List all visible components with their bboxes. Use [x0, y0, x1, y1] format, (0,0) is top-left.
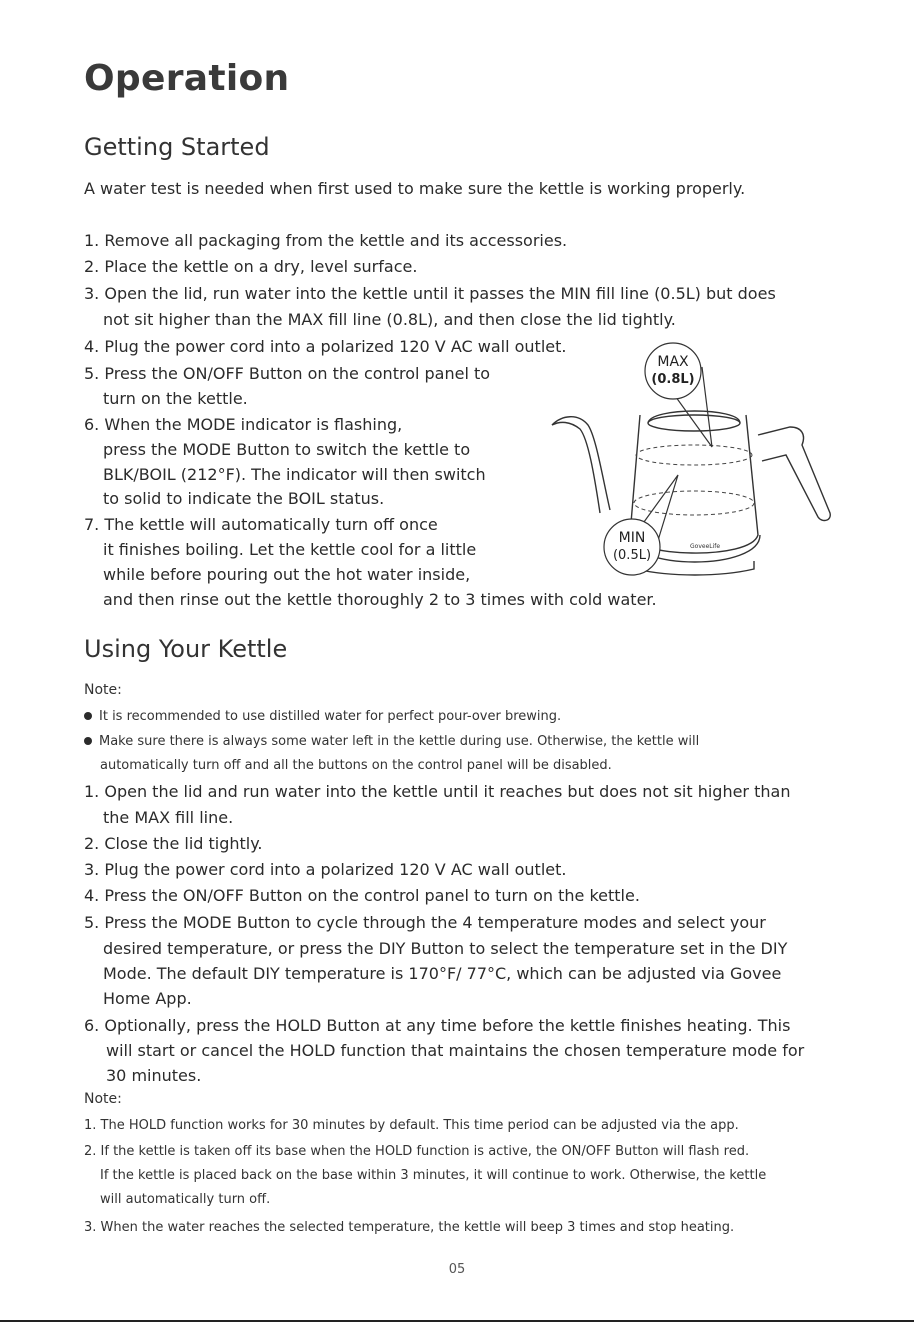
step-line: desired temperature, or press the DIY Button to select the temperature set in the DIY [103, 939, 788, 958]
step-line: 4. Press the ON/OFF Button on the control panel to turn on the kettle. [84, 886, 640, 905]
step-line: 3. Plug the power cord into a polarized 120 V AC wall outlet. [84, 860, 567, 879]
step-line: 5. Press the ON/OFF Button on the control panel to [84, 364, 491, 383]
max-value: (0.8L) [651, 372, 695, 387]
step-line: 7. The kettle will automatically turn off once [84, 515, 438, 534]
kettle-fill-line-diagram [540, 335, 840, 585]
bullet-text: It is recommended to use distilled water for perfect pour-over brewing. [99, 709, 562, 724]
min-value: (0.5L) [612, 548, 652, 563]
step-line: Home App. [103, 989, 192, 1008]
step-line: 5. Press the MODE Button to cycle through the 4 temperature modes and select your [84, 913, 766, 932]
intro-text: A water test is needed when first used to make sure the kettle is working properly. [84, 179, 746, 198]
step-line: 3. Open the lid, run water into the kettle until it passes the MIN fill line (0.5L) but does [84, 284, 776, 303]
section-heading-getting-started: Getting Started [84, 133, 270, 161]
bullet-icon [84, 737, 92, 745]
step-line: 6. Optionally, press the HOLD Button at any time before the kettle finishes heating. This [84, 1016, 791, 1035]
step-line: 4. Plug the power cord into a polarized 120 V AC wall outlet. [84, 337, 567, 356]
note-line: 1. The HOLD function works for 30 minutes by default. This time period can be adjusted via the app. [84, 1118, 739, 1133]
step-line: not sit higher than the MAX fill line (0.8L), and then close the lid tightly. [103, 310, 676, 329]
step-line: press the MODE Button to switch the kettle to [103, 440, 471, 459]
step-line: 1. Open the lid and run water into the kettle until it reaches but does not sit higher than [84, 782, 791, 801]
list-item [84, 705, 561, 729]
step-line: BLK/BOIL (212°F). The indicator will then switch [103, 465, 486, 484]
max-fill-line [636, 445, 752, 465]
note-label: Note: [84, 1091, 122, 1107]
step-line: and then rinse out the kettle thoroughly 2 to 3 times with cold water. [103, 590, 657, 609]
kettle-handle [758, 427, 830, 520]
page-title: Operation [84, 58, 290, 99]
step-line: Mode. The default DIY temperature is 170°F/ 77°C, which can be adjusted via Govee [103, 964, 782, 983]
note-line: If the kettle is placed back on the base within 3 minutes, it will continue to work. Otherwise, the kettle [100, 1168, 767, 1183]
min-label: MIN [618, 530, 646, 546]
step-line: 1. Remove all packaging from the kettle and its accessories. [84, 231, 568, 250]
step-line: will start or cancel the HOLD function that maintains the chosen temperature mode for [106, 1041, 805, 1060]
step-line: while before pouring out the hot water inside, [103, 565, 471, 584]
step-line: to solid to indicate the BOIL status. [103, 489, 385, 508]
step-line: 6. When the MODE indicator is flashing, [84, 415, 403, 434]
bottom-divider [0, 1320, 914, 1322]
brand-logo: GoveeLife [690, 543, 721, 550]
step-line: 2. Place the kettle on a dry, level surface. [84, 257, 418, 276]
note-label: Note: [84, 682, 122, 698]
step-line: the MAX fill line. [103, 808, 234, 827]
step-line: 30 minutes. [106, 1066, 202, 1085]
page-number: 05 [448, 1262, 466, 1277]
step-line: it finishes boiling. Let the kettle cool for a little [103, 540, 477, 559]
section-heading-using-kettle: Using Your Kettle [84, 635, 288, 663]
note-line: will automatically turn off. [100, 1192, 271, 1207]
bullet-text: Make sure there is always some water left in the kettle during use. Otherwise, the kettle will [99, 734, 700, 749]
max-label: MAX [657, 354, 689, 370]
bullet-icon [84, 712, 92, 720]
note-line: 2. If the kettle is taken off its base when the HOLD function is active, the ON/OFF Button will flash red. [84, 1144, 750, 1159]
list-item [84, 730, 699, 754]
step-line: 2. Close the lid tightly. [84, 834, 263, 853]
step-line: turn on the kettle. [103, 389, 248, 408]
bullet-continuation: automatically turn off and all the buttons on the control panel will be disabled. [100, 758, 612, 773]
note-line: 3. When the water reaches the selected temperature, the kettle will beep 3 times and stop heating. [84, 1220, 735, 1235]
